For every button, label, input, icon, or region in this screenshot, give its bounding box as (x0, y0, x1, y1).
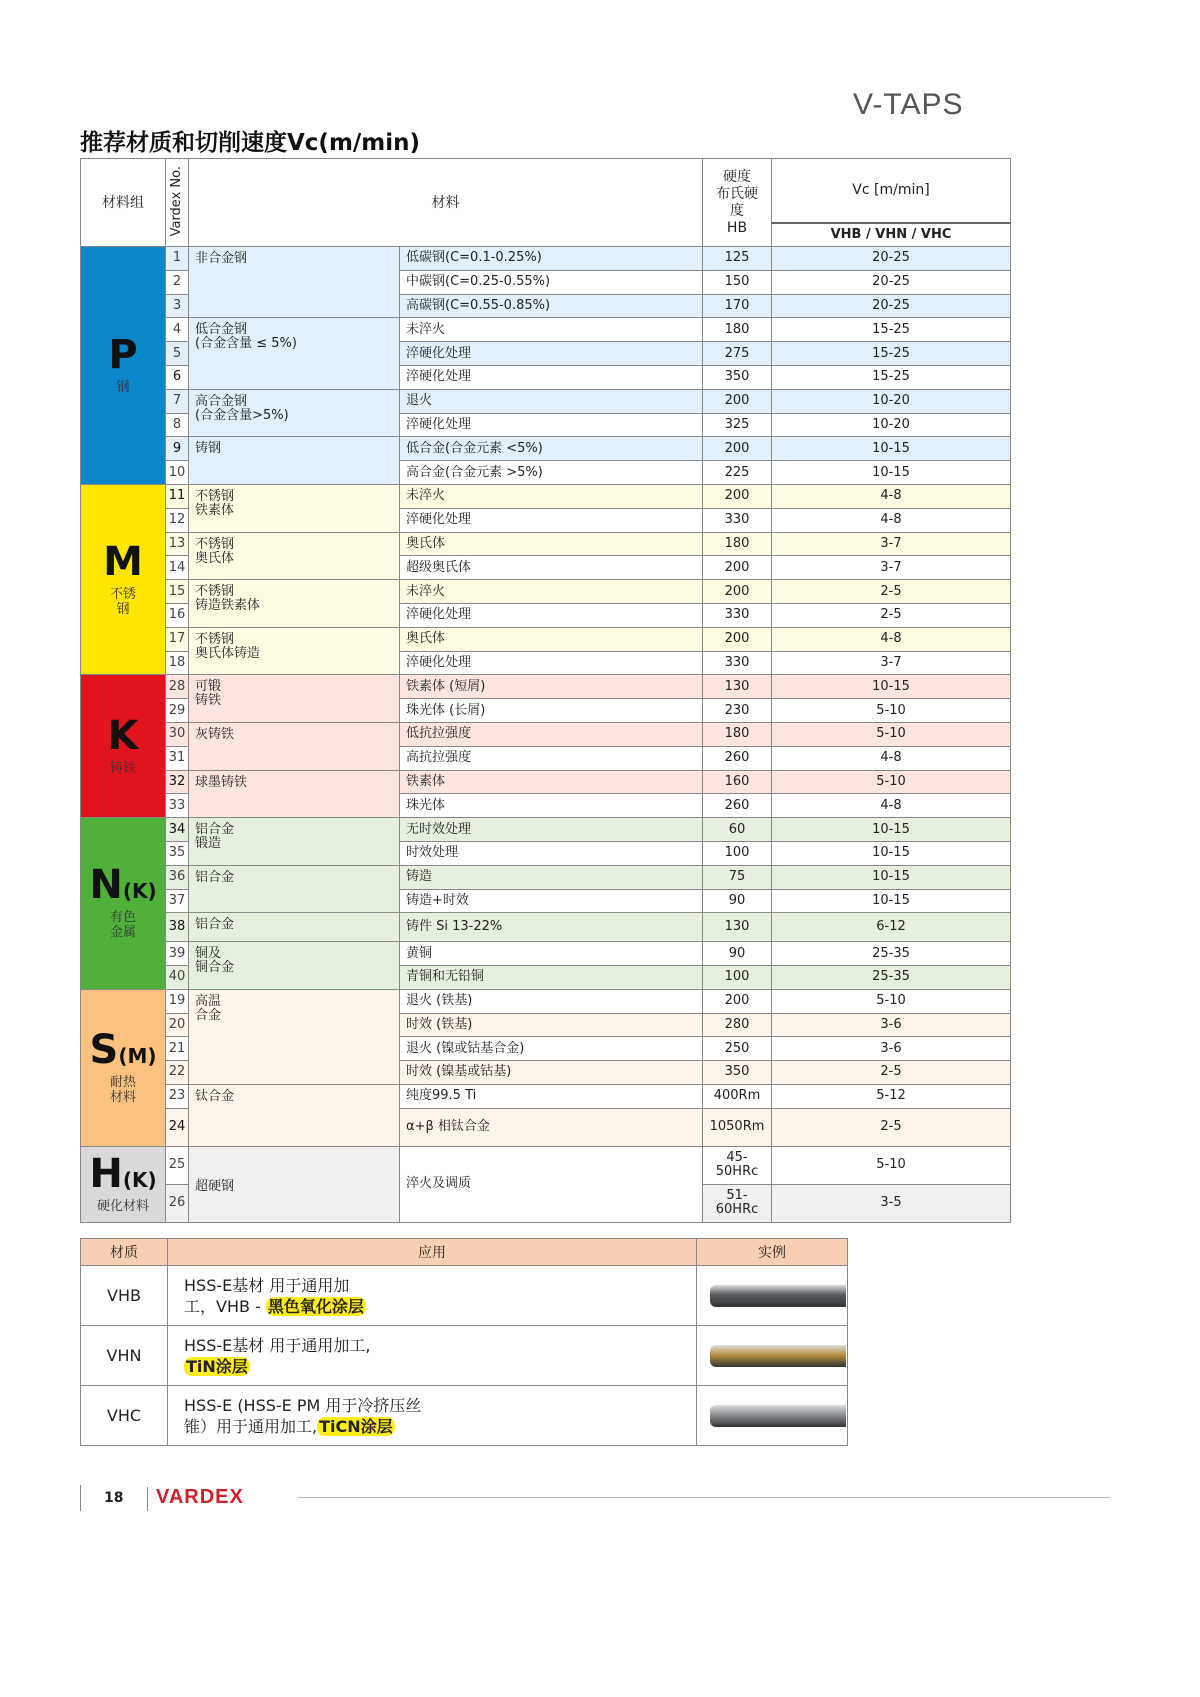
divider (80, 1485, 81, 1511)
vc-value: 2-5 (772, 1061, 1011, 1085)
vardex-no: 24 (166, 1108, 189, 1146)
table-row (81, 318, 1011, 342)
vardex-no: 22 (166, 1061, 189, 1085)
vardex-no: 13 (166, 532, 189, 556)
material-group: 灰铸铁 (189, 722, 400, 770)
vc-value: 4-8 (772, 508, 1011, 532)
group-label: 耐热 材料 (109, 1074, 136, 1105)
vardex-no: 30 (166, 722, 189, 746)
material-condition: 时效 (铁基) (400, 1013, 703, 1037)
group-letter-suffix: (M) (118, 1043, 157, 1068)
hardness: 325 (703, 413, 772, 437)
hardness: 400Rm (703, 1084, 772, 1108)
vc-value: 2-5 (772, 603, 1011, 627)
group-letter-main: N (89, 862, 123, 909)
hardness: 90 (703, 942, 772, 966)
header-hardness: 硬度 布氏硬 度 HB (703, 159, 772, 247)
material-group: 铝合金 (189, 913, 400, 942)
hardness: 100 (703, 965, 772, 989)
hardness: 330 (703, 508, 772, 532)
tap-example (697, 1386, 848, 1446)
material-condition: 退火 (400, 389, 703, 413)
material-condition: 低合金(合金元素 <5%) (400, 437, 703, 461)
hardness: 75 (703, 865, 772, 889)
vc-value: 20-25 (772, 247, 1011, 271)
hardness: 200 (703, 556, 772, 580)
group-letter (81, 862, 165, 910)
table-row (81, 675, 1011, 699)
vardex-no: 3 (166, 294, 189, 318)
vc-value: 5-10 (772, 770, 1011, 794)
application-text: HSS-E基材 用于通用加工, (184, 1335, 371, 1355)
vc-value: 10-15 (772, 818, 1011, 842)
material-condition: 铸造 (400, 865, 703, 889)
vardex-no: 19 (166, 989, 189, 1013)
table-row (81, 722, 1011, 746)
vardex-no: 20 (166, 1013, 189, 1037)
material-group: 高合金钢 (合金含量>5%) (189, 389, 400, 437)
application-text: HSS-E (HSS-E PM 用于冷挤压丝 锥）用于通用加工, (184, 1395, 422, 1436)
material-condition: 珠光体 (400, 794, 703, 818)
material-condition: 低碳钢(C=0.1-0.25%) (400, 247, 703, 271)
hardness: 180 (703, 722, 772, 746)
vardex-no: 36 (166, 865, 189, 889)
material-condition: 淬硬化处理 (400, 603, 703, 627)
coating-application (168, 1266, 697, 1326)
material-condition: 未淬火 (400, 580, 703, 604)
vardex-no: 6 (166, 365, 189, 389)
vc-value: 10-20 (772, 413, 1011, 437)
material-condition: 淬硬化处理 (400, 413, 703, 437)
coating-application (168, 1386, 697, 1446)
tap-image (710, 1405, 846, 1427)
vc-value: 4-8 (772, 794, 1011, 818)
vardex-no: 25 (166, 1146, 189, 1184)
group-letter (81, 538, 165, 587)
hardness: 200 (703, 580, 772, 604)
hardness: 200 (703, 389, 772, 413)
material-condition: 奥氏体 (400, 627, 703, 651)
material-condition: 青铜和无铅铜 (400, 965, 703, 989)
material-condition: 奥氏体 (400, 532, 703, 556)
vc-value: 25-35 (772, 965, 1011, 989)
coating-row (81, 1326, 848, 1386)
vc-value: 10-15 (772, 841, 1011, 865)
coating-grade: VHC (81, 1386, 168, 1446)
material-condition: 高合金(合金元素 >5%) (400, 461, 703, 485)
vardex-no: 8 (166, 413, 189, 437)
v-taps-logo: V-TAPS (853, 88, 964, 121)
vc-value: 5-12 (772, 1084, 1011, 1108)
tap-example (697, 1326, 848, 1386)
group-label: 硬化材料 (96, 1198, 149, 1214)
hardness: 200 (703, 627, 772, 651)
group-label: 不锈 钢 (109, 586, 136, 617)
hardness: 350 (703, 365, 772, 389)
vardex-no: 33 (166, 794, 189, 818)
vardex-no: 38 (166, 913, 189, 942)
material-group: 铸钢 (189, 437, 400, 485)
material-group: 高温 合金 (189, 989, 400, 1084)
vardex-no: 23 (166, 1084, 189, 1108)
material-condition: 铸造+时效 (400, 889, 703, 913)
table-row (81, 865, 1011, 889)
page-number: 18 (104, 1490, 124, 1506)
vardex-no: 5 (166, 342, 189, 366)
apps-header-grade: 材质 (81, 1239, 168, 1266)
material-group: 可锻 铸铁 (189, 675, 400, 723)
material-group: 不锈钢 奥氏体铸造 (189, 627, 400, 675)
material-condition: 中碳钢(C=0.25-0.55%) (400, 270, 703, 294)
material-condition: 时效 (镍基或钴基) (400, 1061, 703, 1085)
vardex-no: 17 (166, 627, 189, 651)
vc-value: 20-25 (772, 270, 1011, 294)
vc-value: 2-5 (772, 580, 1011, 604)
header-group: 材料组 (81, 159, 166, 247)
group-letter (81, 1026, 165, 1075)
material-group: 不锈钢 铁素体 (189, 484, 400, 532)
material-condition: 高碳钢(C=0.55-0.85%) (400, 294, 703, 318)
vardex-logo: VARDEX (156, 1486, 244, 1508)
table-row (81, 580, 1011, 604)
vc-value: 15-25 (772, 342, 1011, 366)
header-material: 材料 (189, 159, 703, 247)
table-row (81, 818, 1011, 842)
material-condition: 淬硬化处理 (400, 651, 703, 675)
group-cell-h (81, 1146, 166, 1222)
vardex-no: 15 (166, 580, 189, 604)
vardex-no: 2 (166, 270, 189, 294)
material-condition: 淬硬化处理 (400, 342, 703, 366)
vc-value: 3-6 (772, 1037, 1011, 1061)
hardness: 1050Rm (703, 1108, 772, 1146)
material-group: 非合金钢 (189, 247, 400, 318)
vardex-no: 1 (166, 247, 189, 271)
hardness: 280 (703, 1013, 772, 1037)
material-group: 球墨铸铁 (189, 770, 400, 818)
hardness: 200 (703, 484, 772, 508)
vc-value: 4-8 (772, 627, 1011, 651)
vc-value: 10-15 (772, 865, 1011, 889)
material-condition: 铁素体 (短屑) (400, 675, 703, 699)
group-cell-p (81, 247, 166, 485)
hardness: 260 (703, 746, 772, 770)
divider (147, 1487, 148, 1511)
material-group: 超硬钢 (189, 1146, 400, 1222)
group-cell-m (81, 484, 166, 674)
hardness: 51-60HRc (703, 1184, 772, 1222)
vc-value: 5-10 (772, 1146, 1011, 1184)
group-letter (81, 712, 165, 761)
hardness: 160 (703, 770, 772, 794)
table-row (81, 989, 1011, 1013)
vardex-no: 35 (166, 841, 189, 865)
material-group: 铝合金 (189, 865, 400, 913)
header-vc-sub: VHB / VHN / VHC (772, 223, 1011, 247)
group-cell-n (81, 818, 166, 990)
material-condition: α+β 相钛合金 (400, 1108, 703, 1146)
group-letter-suffix: (K) (122, 1167, 157, 1192)
material-group: 铜及 铜合金 (189, 942, 400, 990)
material-condition: 淬火及调质 (400, 1146, 703, 1222)
material-condition: 纯度99.5 Ti (400, 1084, 703, 1108)
vc-value: 3-7 (772, 651, 1011, 675)
hardness: 330 (703, 603, 772, 627)
hardness: 225 (703, 461, 772, 485)
material-condition: 无时效处理 (400, 818, 703, 842)
table-row (81, 1146, 1011, 1184)
hardness: 200 (703, 989, 772, 1013)
tap-image (710, 1345, 846, 1367)
vc-value: 15-25 (772, 318, 1011, 342)
coating-grade: VHN (81, 1326, 168, 1386)
coating-row (81, 1266, 848, 1326)
material-condition: 未淬火 (400, 318, 703, 342)
material-condition: 黄铜 (400, 942, 703, 966)
hardness: 130 (703, 675, 772, 699)
vc-value: 3-7 (772, 556, 1011, 580)
hardness: 45-50HRc (703, 1146, 772, 1184)
coating-row (81, 1386, 848, 1446)
vardex-no: 18 (166, 651, 189, 675)
group-label: 铸铁 (109, 760, 136, 776)
group-cell-s (81, 989, 166, 1146)
hardness: 230 (703, 699, 772, 723)
vardex-no: 16 (166, 603, 189, 627)
vardex-no: 37 (166, 889, 189, 913)
material-group: 不锈钢 奥氏体 (189, 532, 400, 580)
vc-value: 4-8 (772, 484, 1011, 508)
table-row (81, 627, 1011, 651)
vardex-no: 39 (166, 942, 189, 966)
coating-application (168, 1326, 697, 1386)
hardness: 350 (703, 1061, 772, 1085)
vardex-no: 26 (166, 1184, 189, 1222)
hardness: 200 (703, 437, 772, 461)
vc-value: 3-7 (772, 532, 1011, 556)
vc-value: 3-6 (772, 1013, 1011, 1037)
material-condition: 高抗拉强度 (400, 746, 703, 770)
header-vardex-no: Vardex No. (166, 159, 189, 247)
vc-value: 4-8 (772, 746, 1011, 770)
hardness: 260 (703, 794, 772, 818)
vardex-no: 34 (166, 818, 189, 842)
vc-value: 5-10 (772, 722, 1011, 746)
table-row (81, 484, 1011, 508)
vc-value: 5-10 (772, 989, 1011, 1013)
material-condition: 低抗拉强度 (400, 722, 703, 746)
vardex-no: 21 (166, 1037, 189, 1061)
material-condition: 铸件 Si 13-22% (400, 913, 703, 942)
vc-value: 2-5 (772, 1108, 1011, 1146)
material-condition: 铁素体 (400, 770, 703, 794)
application-text: HSS-E基材 用于通用加 工，VHB - (184, 1275, 350, 1316)
hardness: 250 (703, 1037, 772, 1061)
hardness: 125 (703, 247, 772, 271)
vardex-no: 31 (166, 746, 189, 770)
hardness: 180 (703, 318, 772, 342)
vc-value: 10-20 (772, 389, 1011, 413)
footer-rule (298, 1497, 1110, 1498)
vc-value: 6-12 (772, 913, 1011, 942)
hardness: 275 (703, 342, 772, 366)
material-group: 低合金钢 (合金含量 ≤ 5%) (189, 318, 400, 389)
vardex-no: 10 (166, 461, 189, 485)
vc-value: 10-15 (772, 675, 1011, 699)
vardex-no: 7 (166, 389, 189, 413)
group-label: 有色 金属 (109, 910, 136, 941)
group-letter (81, 1150, 165, 1199)
vardex-no: 14 (166, 556, 189, 580)
table-row (81, 532, 1011, 556)
vc-value: 20-25 (772, 294, 1011, 318)
hardness: 170 (703, 294, 772, 318)
hardness: 180 (703, 532, 772, 556)
table-row (81, 913, 1011, 942)
tap-example (697, 1266, 848, 1326)
group-letter-main: H (89, 1150, 123, 1197)
vc-value: 10-15 (772, 461, 1011, 485)
group-cell-k (81, 675, 166, 818)
vc-value: 5-10 (772, 699, 1011, 723)
page-title: 推荐材质和切削速度Vc(m/min) (80, 130, 421, 156)
material-group: 铝合金 锻造 (189, 818, 400, 866)
table-row (81, 942, 1011, 966)
group-letter-suffix: (K) (122, 879, 157, 904)
material-group: 不锈钢 铸造铁素体 (189, 580, 400, 628)
coating-highlight: TiN涂层 (186, 1356, 248, 1376)
vc-value: 10-15 (772, 889, 1011, 913)
hardness: 330 (703, 651, 772, 675)
group-letter-main: S (89, 1026, 119, 1073)
table-row (81, 770, 1011, 794)
vc-value: 25-35 (772, 942, 1011, 966)
vc-value: 10-15 (772, 437, 1011, 461)
hardness: 150 (703, 270, 772, 294)
coating-grade: VHB (81, 1266, 168, 1326)
vardex-no: 12 (166, 508, 189, 532)
vardex-no: 11 (166, 484, 189, 508)
apps-header-example: 实例 (697, 1239, 848, 1266)
material-condition: 珠光体 (长屑) (400, 699, 703, 723)
material-condition: 退火 (铁基) (400, 989, 703, 1013)
material-condition: 淬硬化处理 (400, 365, 703, 389)
group-letter-main: M (103, 538, 143, 585)
apps-header-application: 应用 (168, 1239, 697, 1266)
table-row (81, 437, 1011, 461)
hardness: 60 (703, 818, 772, 842)
coating-highlight: TiCN涂层 (319, 1416, 393, 1436)
material-group: 钛合金 (189, 1084, 400, 1146)
vardex-no: 29 (166, 699, 189, 723)
table-row (81, 389, 1011, 413)
group-letter-main: K (107, 712, 139, 759)
vardex-no: 9 (166, 437, 189, 461)
material-condition: 时效处理 (400, 841, 703, 865)
vc-value: 3-5 (772, 1184, 1011, 1222)
table-row (81, 1084, 1011, 1108)
vardex-no: 4 (166, 318, 189, 342)
vc-value: 15-25 (772, 365, 1011, 389)
table-row (81, 247, 1011, 271)
material-condition: 超级奥氏体 (400, 556, 703, 580)
group-letter-main: P (108, 331, 138, 378)
tap-image (710, 1285, 846, 1307)
coating-table (80, 1238, 848, 1446)
coating-highlight: 黑色氧化涂层 (267, 1296, 364, 1316)
vardex-no: 40 (166, 965, 189, 989)
material-condition: 退火 (镍或钴基合金) (400, 1037, 703, 1061)
vardex-no: 28 (166, 675, 189, 699)
header-vc: Vc [m/min] (772, 159, 1011, 223)
material-condition: 未淬火 (400, 484, 703, 508)
cutting-speed-table (80, 158, 1011, 1223)
hardness: 100 (703, 841, 772, 865)
group-letter (81, 331, 165, 380)
vardex-no: 32 (166, 770, 189, 794)
hardness: 90 (703, 889, 772, 913)
group-label: 钢 (116, 379, 130, 395)
material-condition: 淬硬化处理 (400, 508, 703, 532)
footer (80, 1485, 1120, 1511)
hardness: 130 (703, 913, 772, 942)
